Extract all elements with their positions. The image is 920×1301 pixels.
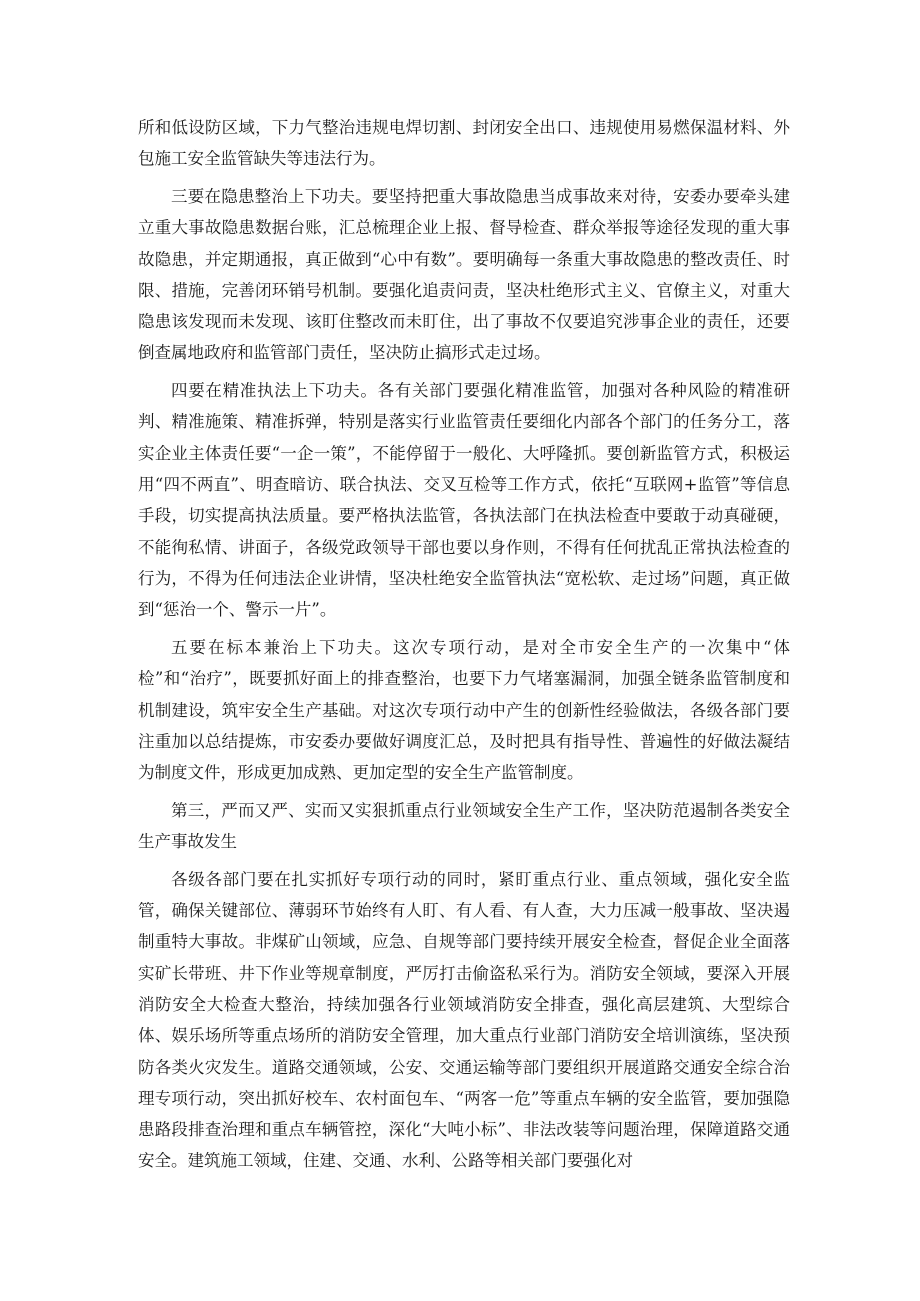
- document-page: [138, 112, 790, 1183]
- section-heading-third: 第三，严而又严、实而又实狠抓重点行业领域安全生产工作，坚决防范遏制各类安全生产事故发生: [138, 800, 790, 852]
- paragraph-precise-enforcement: 四要在精准执法上下功夫。各有关部门要强化精准监管，加强对各种风险的精准研判、精准施策、精准拆弹，特别是落实行业监管责任要细化内部各个部门的任务分工，落实企业主体责任要“一企一策”，不能停留于一般化、大呼隆抓。要创新监管方式，积极运用“四不两直”、明查暗访、联合执法、交叉互检等工作方式，依托“互联网+监管”等信息手段，切实提高执法质量。要严格执法监管，各执法部门在执法检查中要敢于动真碰硬，不能徇私情、讲面子，各级党政领导干部也要以身作则，不得有任何扰乱正常执法检查的行为，不得为任何违法企业讲情，坚决杜绝安全监管执法“宽松软、走过场”问题，真正做到“惩治一个、警示一片”。: [138, 381, 790, 620]
- paragraph-root-cause-treatment: 五要在标本兼治上下功夫。这次专项行动，是对全市安全生产的一次集中“体检”和“治疗”，既要抓好面上的排查整治，也要下力气堵塞漏洞，加强全链条监管制度和机制建设，筑牢安全生产基础。对这次专项行动中产生的创新性经验做法，各级各部门要注重加以总结提炼，市安委办要做好调度汇总，及时把具有指导性、普遍性的好做法凝结为制度文件，形成更加成熟、更加定型的安全生产监管制度。: [138, 637, 790, 783]
- paragraph-key-industries: 各级各部门要在扎实抓好专项行动的同时，紧盯重点行业、重点领域，强化安全监管，确保关键部位、薄弱环节始终有人盯、有人看、有人查，大力压减一般事故、坚决遏制重特大事故。非煤矿山领域，应急、自规等部门要持续开展安全检查，督促企业全面落实矿长带班、井下作业等规章制度，严厉打击偷盗私采行为。消防安全领域，要深入开展消防安全大检查大整治，持续加强各行业领域消防安全排查，强化高层建筑、大型综合体、娱乐场所等重点场所的消防安全管理，加大重点行业部门消防安全培训演练，坚决预防各类火灾发生。道路交通领域，公安、交通运输等部门要组织开展道路交通安全综合治理专项行动，突出抓好校车、农村面包车、“两客一危”等重点车辆的安全监管，要加强隐患路段排查治理和重点车辆管控，深化“大吨小标”、非法改装等问题治理，保障道路交通安全。建筑施工领域，住建、交通、水利、公路等相关部门要强化对: [138, 869, 790, 1171]
- paragraph-continuation: 所和低设防区域，下力气整治违规电焊切割、封闭安全出口、违规使用易燃保温材料、外包施工安全监管缺失等违法行为。: [138, 118, 790, 169]
- paragraph-hazard-rectification: 三要在隐患整治上下功夫。要坚持把重大事故隐患当成事故来对待，安委办要牵头建立重大事故隐患数据台账，汇总梳理企业上报、督导检查、群众举报等途径发现的重大事故隐患，并定期通报，真正做到“心中有数”。要明确每一条重大事故隐患的整改责任、时限、措施，完善闭环销号机制。要强化追责问责，坚决杜绝形式主义、官僚主义，对重大隐患该发现而未发现、该盯住整改而未盯住，出了事故不仅要追究涉事企业的责任，还要倒查属地政府和监管部门责任，坚决防止搞形式走过场。: [138, 186, 790, 363]
